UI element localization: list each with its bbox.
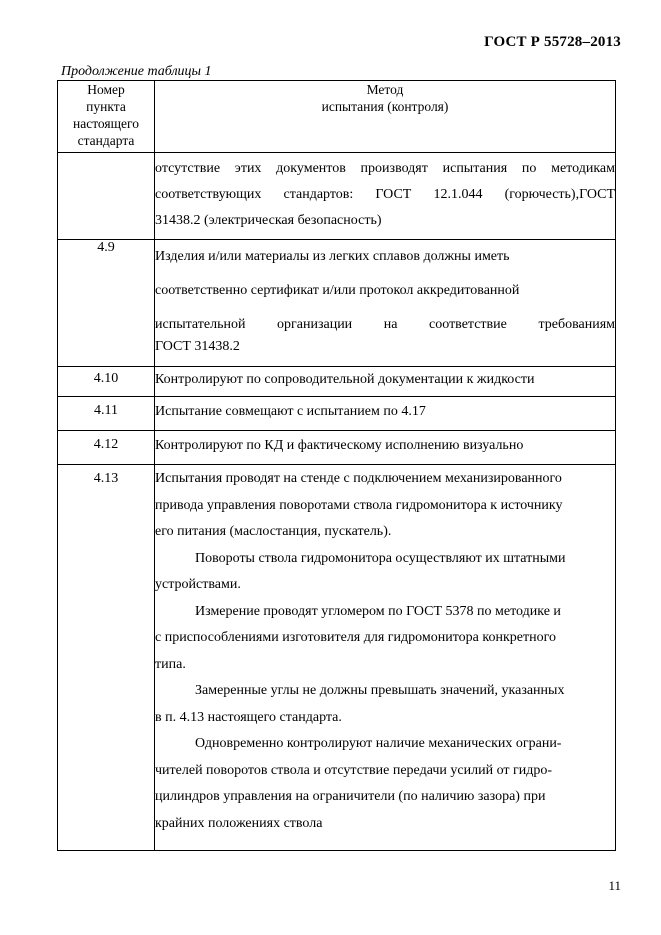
text-line: крайних положениях ствола: [155, 815, 323, 831]
text-line: его питания (маслостанция, пускатель).: [155, 524, 392, 539]
text-line: чителей поворотов ствола и отсутствие передачи усилий от гидро-: [155, 762, 553, 778]
clause-number: 4.10: [58, 367, 155, 397]
text-line: испытательной организации на соответствие требованиям: [155, 317, 615, 332]
table-row: [58, 431, 616, 465]
text-line: Испытания проводят на стенде с подключением механизированного: [155, 471, 562, 486]
text-line: Одновременно контролируют наличие механических ограни-: [195, 736, 562, 751]
clause-number: 4.11: [58, 397, 155, 431]
page-number: 11: [608, 878, 621, 893]
text-line: Контролируют по КД и фактическому исполнению визуально: [155, 438, 524, 453]
table-row: [58, 367, 616, 397]
text-line: Измерение проводят угломером по ГОСТ 5378 по методике и: [195, 603, 561, 619]
text-line: Замеренные углы не должны превышать значений, указанных: [195, 683, 565, 698]
table-row: [58, 153, 616, 240]
clause-number: 4.13: [58, 465, 155, 851]
method-text: [155, 240, 616, 367]
header-line: стандарта: [77, 133, 135, 148]
document-code: ГОСТ Р 55728–2013: [484, 34, 621, 50]
table-continuation-caption: Продолжение таблицы 1: [61, 64, 212, 79]
table-header-row: [58, 81, 616, 153]
text-line: Контролируют по сопроводительной документации к жидкости: [155, 372, 535, 387]
text-line: отсутствие этих документов производят испытания по методикам: [155, 161, 615, 176]
table-row: [58, 397, 616, 431]
header-line: Номер: [87, 82, 125, 97]
text-line: Изделия и/или материалы из легких сплавов должны иметь: [155, 249, 510, 264]
header-line: Метод: [366, 82, 404, 97]
clause-number: [58, 153, 155, 240]
clause-number: 4.12: [58, 431, 155, 465]
header-clause-number: [58, 81, 155, 153]
method-text: [155, 397, 616, 431]
method-text: [155, 431, 616, 465]
text-line: цилиндров управления на ограничители (по наличию зазора) при: [155, 789, 546, 804]
text-line: в п. 4.13 настоящего стандарта.: [155, 709, 342, 725]
text-line: соответственно сертификат и/или протокол аккредитованной: [155, 283, 520, 298]
method-text: [155, 153, 616, 240]
method-table: [57, 80, 616, 851]
method-text: [155, 367, 616, 397]
text-line: 31438.2 (электрическая безопасность): [155, 213, 382, 228]
table-row: [58, 465, 616, 851]
method-text: [155, 465, 616, 851]
header-line: настоящего: [73, 116, 139, 131]
header-line: пункта: [86, 99, 126, 114]
text-line: Испытание совмещают с испытанием по 4.17: [155, 404, 426, 419]
text-line: устройствами.: [155, 577, 241, 592]
text-line: типа.: [155, 656, 186, 672]
header-line: испытания (контроля): [321, 99, 449, 114]
text-line: Повороты ствола гидромонитора осуществляют их штатными: [195, 550, 566, 566]
text-line: с приспособлениями изготовителя для гидромонитора конкретного: [155, 630, 556, 645]
text-line: привода управления поворотами ствола гидромонитора к источнику: [155, 497, 563, 513]
clause-number: 4.9: [58, 240, 155, 367]
header-test-method: [155, 81, 616, 153]
text-line: ГОСТ 31438.2: [155, 339, 240, 354]
table-row: [58, 240, 616, 367]
text-line: соответствующих стандартов: ГОСТ 12.1.044 (горючесть),ГОСТ: [155, 187, 615, 202]
